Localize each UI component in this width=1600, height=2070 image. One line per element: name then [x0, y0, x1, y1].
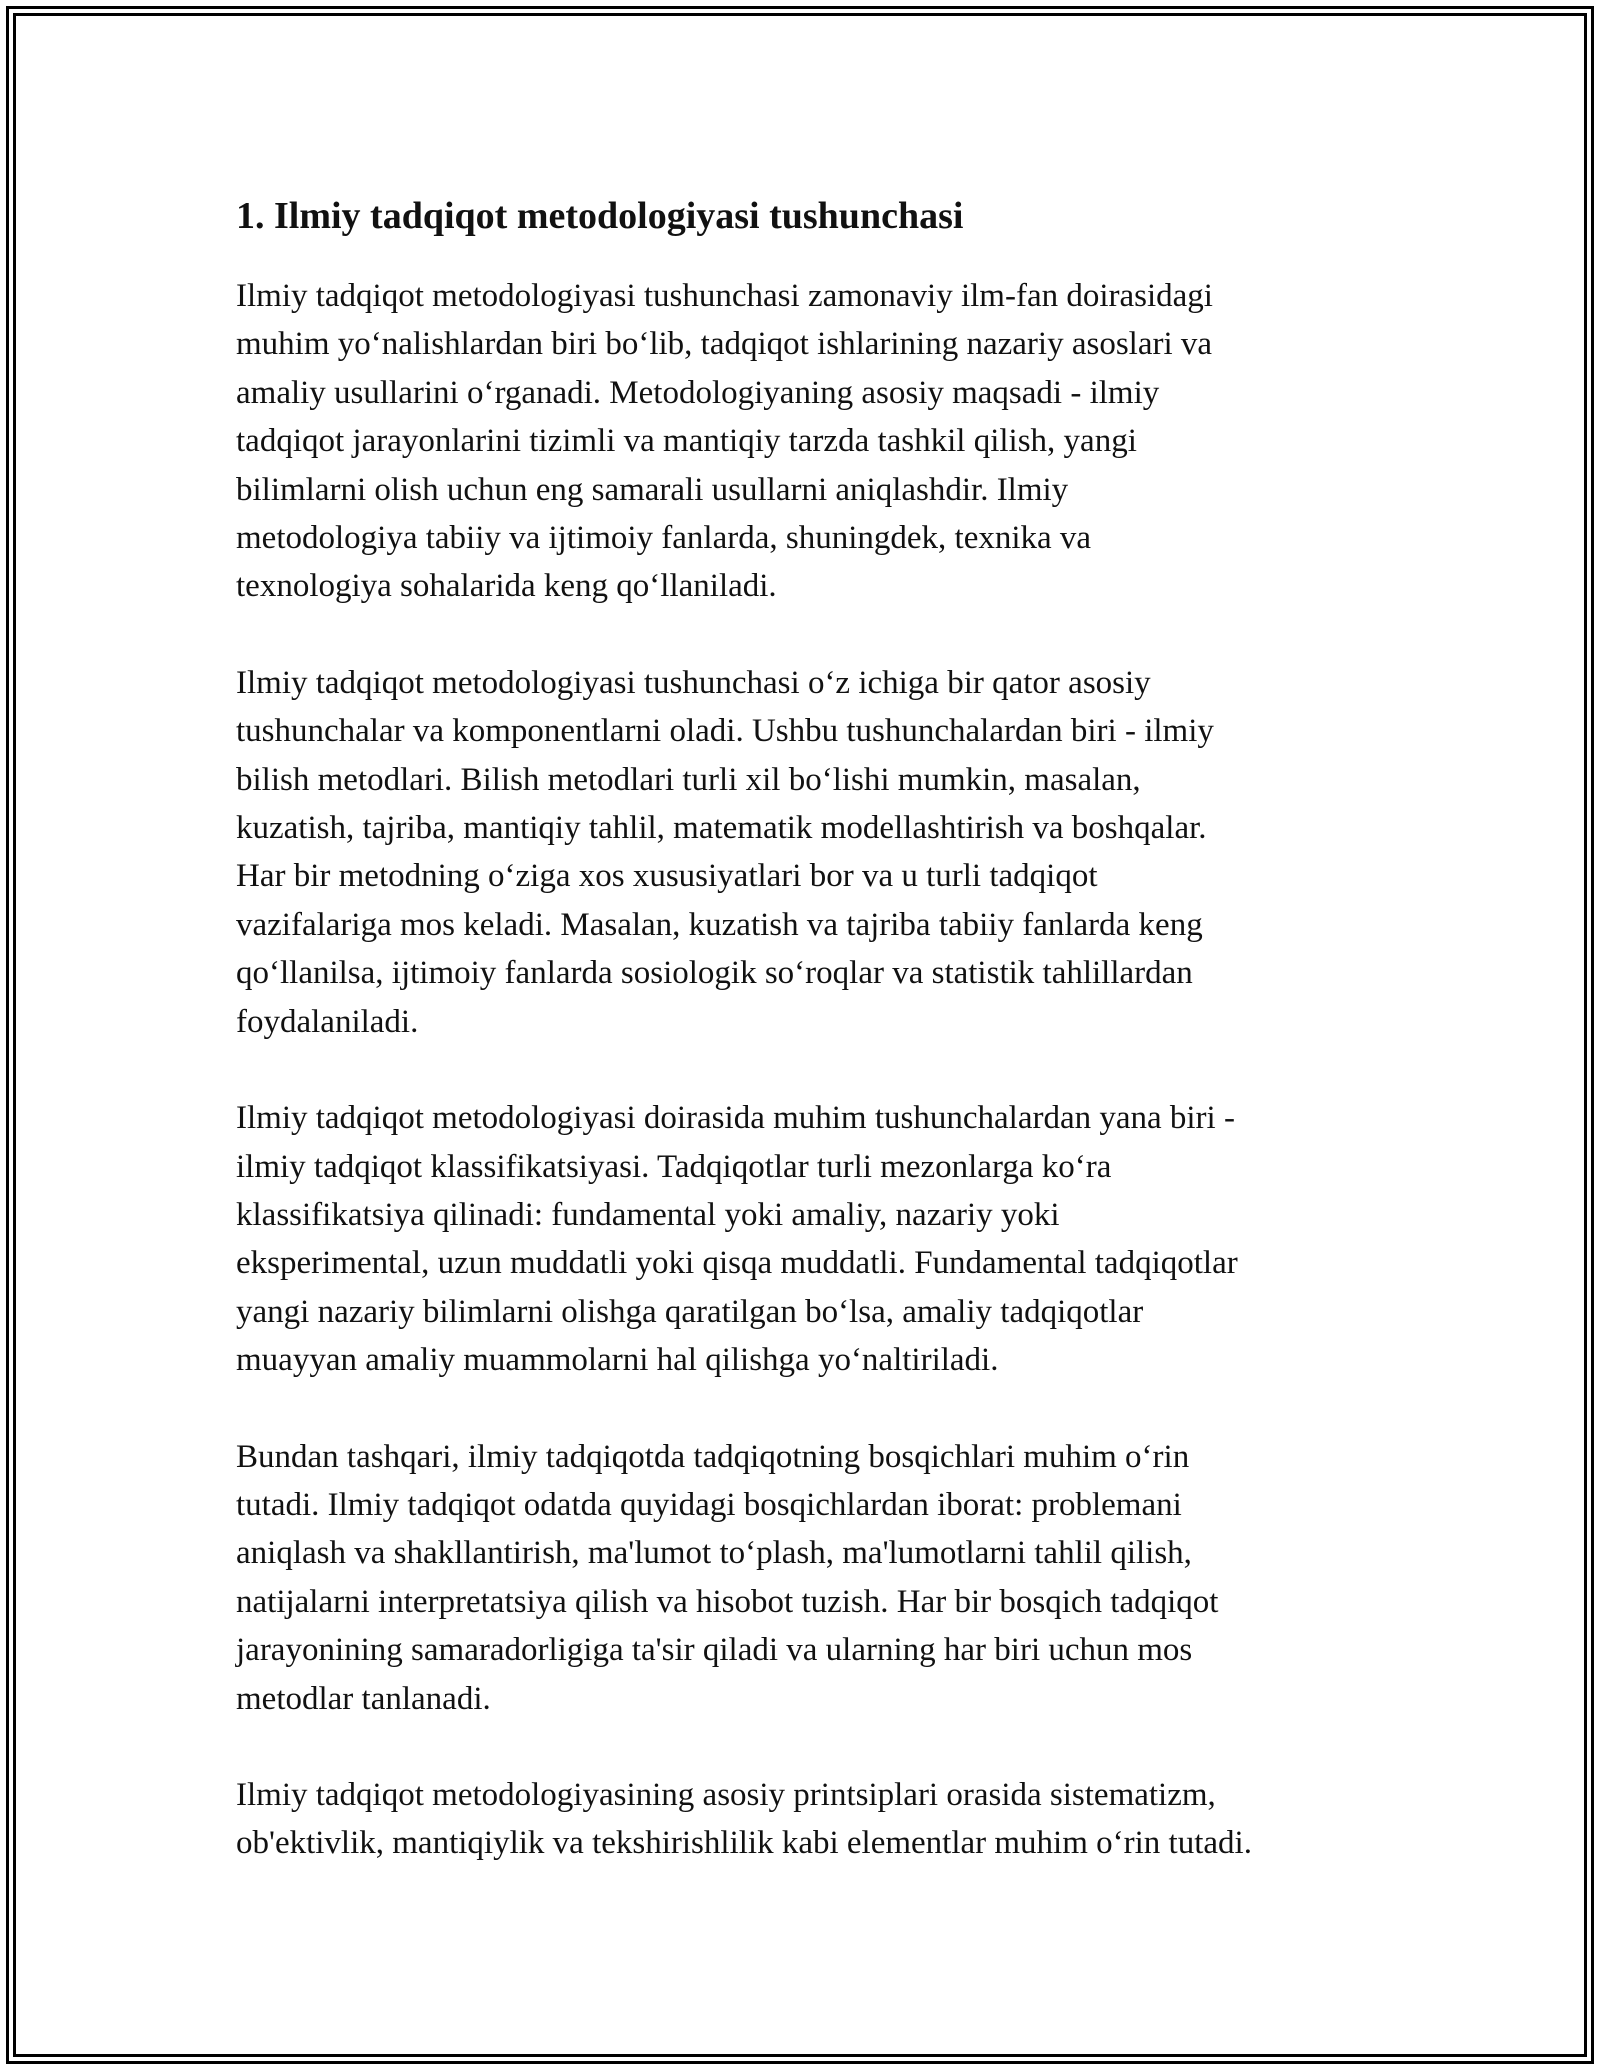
paragraph-3: Ilmiy tadqiqot metodologiyasi doirasida muhim tushunchalardan yana biri - ilmiy tadqiqot klassifikatsiyasi. Tadqiqotlar turli mezonlarga ko‘ra klassifikatsiya qilinadi: fundamental yoki amaliy, nazariy yoki eksperimental, uzun muddatli yoki qisqa muddatli. Fundamental tadqiqotlar yangi nazariy bilimlarni olishga qaratilgan bo‘lsa, amaliy tadqiqotlar muayyan amaliy muammolarni hal qilishga yo‘naltiriladi. — [236, 1100, 1238, 1379]
paragraph-4: Bundan tashqari, ilmiy tadqiqotda tadqiqotning bosqichlari muhim o‘rin tutadi. Ilmiy tadqiqot odatda quyidagi bosqichlardan iborat: problemani aniqlash va shakllantirish, ma'lumot to‘plash, ma'lumotlarni tahlil qilish, natijalarni interpretatsiya qilish va hisobot tuzish. Har bir bosqich tadqiqot jarayonining samaradorligiga ta'sir qiladi va ularning har biri uchun mos metodlar tanlanadi. — [236, 1438, 1219, 1717]
paragraph-1: Ilmiy tadqiqot metodologiyasi tushunchasi zamonaviy ilm-fan doirasidagi muhim yo‘nalishlardan biri bo‘lib, tadqiqot ishlarining nazariy asoslari va amaliy usullarini o‘rganadi. Metodologiyaning asosiy maqsadi - ilmiy tadqiqot jarayonlarini tizimli va mantiqiy tarzda tashkil qilish, yangi bilimlarni olish uchun eng samarali usullarni aniqlashdir. Ilmiy metodologiya tabiiy va ijtimoiy fanlarda, shuningdek, texnika va texnologiya sohalarida keng qo‘llaniladi. — [236, 278, 1213, 605]
section-heading: 1. Ilmiy tadqiqot metodologiyasi tushunchasi — [236, 195, 964, 237]
paragraph-5: Ilmiy tadqiqot metodologiyasining asosiy printsiplari orasida sistematizm, ob'ektivlik, mantiqiylik va tekshirishlilik kabi elementlar muhim o‘rin tutadi. — [236, 1776, 1252, 1862]
document-body — [236, 188, 1400, 1916]
paragraph-2: Ilmiy tadqiqot metodologiyasi tushunchasi o‘z ichiga bir qator asosiy tushunchalar va komponentlarni oladi. Ushbu tushunchalardan biri - ilmiy bilish metodlari. Bilish metodlari turli xil bo‘lishi mumkin, masalan, kuzatish, tajriba, mantiqiy tahlil, matematik modellashtirish va boshqalar. Har bir metodning o‘ziga xos xususiyatlari bor va u turli tadqiqot vazifalariga mos keladi. Masalan, kuzatish va tajriba tabiiy fanlarda keng qo‘llanilsa, ijtimoiy fanlarda sosiologik so‘roqlar va statistik tahlillardan foydalaniladi. — [236, 664, 1214, 1040]
